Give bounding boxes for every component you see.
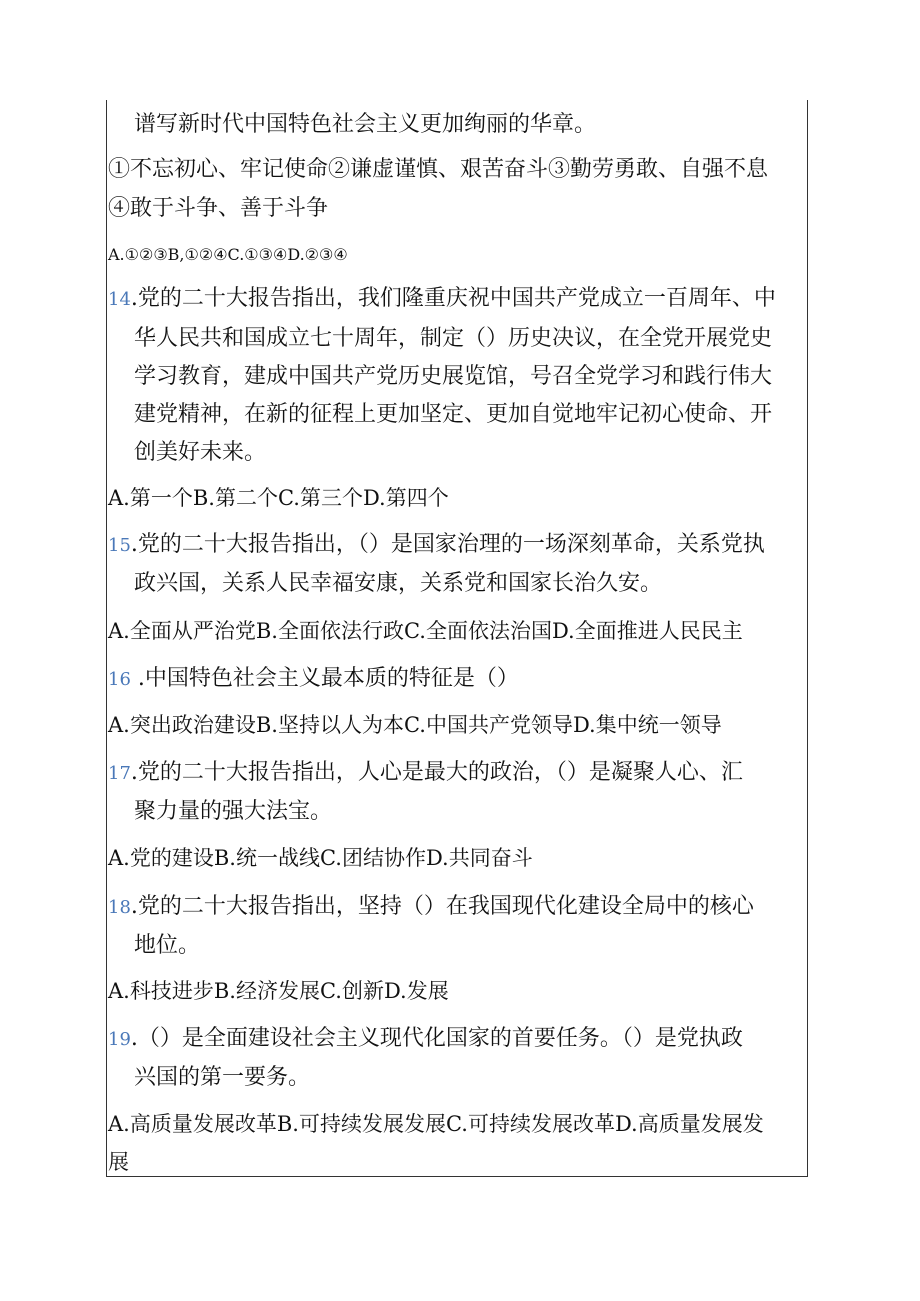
q19-options-line2: 展 bbox=[108, 1150, 129, 1174]
q14-stem-line2: 华人民共和国成立七十周年，制定（）历史决议，在全党开展党史 bbox=[134, 326, 773, 351]
q17-number: 17 bbox=[108, 763, 131, 784]
q19-stem-line1: 19.（）是全面建设社会主义现代化国家的首要任务。（）是党执政 bbox=[108, 1026, 743, 1051]
q18-options: A.科技进步B.经济发展C.创新D.发展 bbox=[108, 979, 449, 1003]
q17-stem-line1: 17.党的二十大报告指出，人心是最大的政治，（）是凝聚人心、汇 bbox=[108, 760, 743, 785]
q14-stem-line5: 创美好未来。 bbox=[134, 440, 267, 465]
q19-stem-line2: 兴国的第一要务。 bbox=[134, 1065, 311, 1090]
q16-options: A.突出政治建设B.坚持以人为本C.中国共产党领导D.集中统一领导 bbox=[108, 713, 722, 737]
q18-stem-line1: 18.党的二十大报告指出，坚持（）在我国现代化建设全局中的核心 bbox=[108, 894, 754, 919]
q19-options-line1: A.高质量发展改革B.可持续发展发展C.可持续发展改革D.高质量发展发 bbox=[108, 1112, 764, 1136]
q14-stem-line3: 学习教育，建成中国共产党历史展览馆，号召全党学习和践行伟大 bbox=[134, 364, 773, 389]
q13-items-line1: ①不忘初心、牢记使命②谦虚谨慎、艰苦奋斗③勤劳勇敢、自强不息 bbox=[108, 157, 769, 182]
q13-items-line2: ④敢于斗争、善于斗争 bbox=[108, 196, 329, 221]
q16-number: 16 bbox=[108, 669, 131, 690]
q13-stem-line1: 谱写新时代中国特色社会主义更加绚丽的华章。 bbox=[134, 112, 597, 137]
q19-number: 19 bbox=[108, 1029, 131, 1050]
q15-stem-line2: 政兴国，关系人民幸福安康，关系党和国家长治久安。 bbox=[134, 571, 663, 596]
q13-options: A.①②③B,①②④C.①③④D.②③④ bbox=[108, 245, 348, 264]
q14-stem-line4: 建党精神，在新的征程上更加坚定、更加自觉地牢记初心使命、开 bbox=[134, 402, 773, 427]
q15-number: 15 bbox=[108, 535, 131, 556]
q14-number: 14 bbox=[108, 289, 131, 310]
q18-number: 18 bbox=[108, 897, 131, 918]
q15-options: A.全面从严治党B.全面依法行政C.全面依法治国D.全面推进人民民主 bbox=[108, 619, 743, 643]
q16-stem-line1: 16 .中国特色社会主义最本质的特征是（） bbox=[108, 666, 519, 691]
q17-stem-line2: 聚力量的强大法宝。 bbox=[134, 799, 333, 824]
q17-options: A.党的建设B.统一战线C.团结协作D.共同奋斗 bbox=[108, 846, 533, 870]
q18-stem-line2: 地位。 bbox=[134, 933, 201, 958]
q14-options: A.第一个B.第二个C.第三个D.第四个 bbox=[108, 486, 449, 510]
q15-stem-line1: 15.党的二十大报告指出，（）是国家治理的一场深刻革命，关系党执 bbox=[108, 532, 765, 557]
q14-stem-line1: 14.党的二十大报告指出，我们隆重庆祝中国共产党成立一百周年、中 bbox=[108, 286, 776, 311]
